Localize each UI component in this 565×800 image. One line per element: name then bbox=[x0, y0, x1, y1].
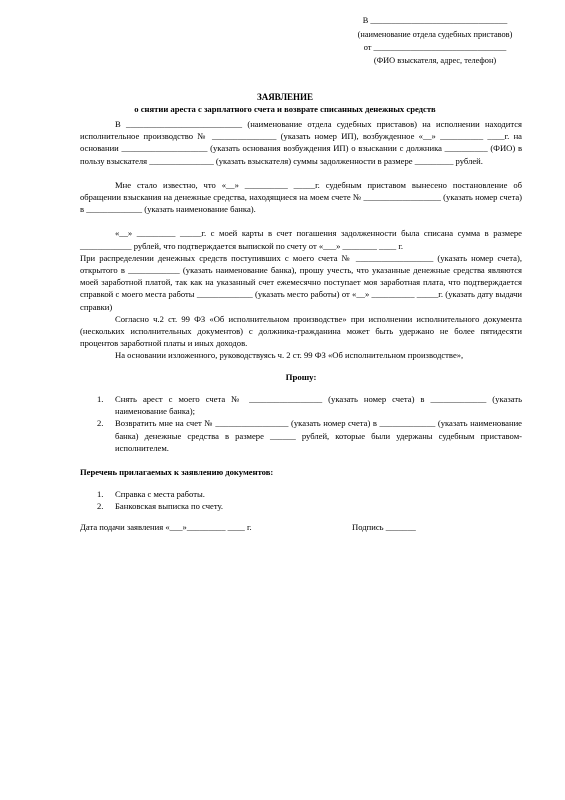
sender-caption: (ФИО взыскателя, адрес, телефон) bbox=[373, 56, 497, 65]
sender-line: от ________________________________ bbox=[363, 43, 507, 52]
paragraph-law-reference: Согласно ч.2 ст. 99 ФЗ «Об исполнительном производстве» при исполнении исполнительного документа (нескольких исполнительных документов) с должника-гражданина может быть удержано не более пятидесяти процентов заработной платы и иных доходов. bbox=[80, 313, 522, 349]
paragraph-salary-account: При распределении денежных средств поступивших с моего счета № __________________ (указать номер счета), открытого в ____________ (указать наименование банка), прошу учесть, что указанные денежные средства являются моей заработной платой, так как на указанный счет ежемесячно поступает моя заработная плата, что подтверждается справкой с моего места работы _____________ (указать место работы) от «__» __________ _____г. (указать дату выдачи справки) bbox=[80, 252, 522, 312]
attachment-item-text: Справка с места работы. bbox=[115, 489, 205, 499]
attachment-item bbox=[80, 488, 522, 500]
request-item-number: 1. bbox=[97, 394, 104, 404]
footer bbox=[80, 521, 522, 533]
paragraph-basis: На основании изложенного, руководствуясь ч. 2 ст. 99 ФЗ «Об исполнительном производстве», bbox=[115, 350, 464, 361]
paragraph-write-off: «__» _________ _____г. с моей карты в счет погашения задолженности была списана сумма в размере ____________ рублей, что подтверждается выпиской по счету от «___» ________ ____ г. bbox=[80, 228, 522, 251]
request-list bbox=[80, 393, 522, 454]
request-item bbox=[80, 393, 522, 417]
request-item-text: Снять арест с моего счета № _________________ (указать номер счета) в _____________ (указать наименование банка); bbox=[115, 394, 522, 417]
statement-body bbox=[80, 118, 522, 362]
document-title-block bbox=[80, 91, 490, 115]
attachment-item-text: Банковская выписка по счету. bbox=[115, 501, 224, 512]
request-heading: Прошу: bbox=[285, 372, 317, 382]
paragraph-proceedings: В ___________________________ (наименование отдела судебных приставов) на исполнении находится исполнительное производство № _______________ (указать номер ИП), возбужденное «__» __________ ____г. на основании ____________________ (указать основания возбуждения ИП) о взыскании с должника __________ (ФИО) в пользу взыскателя _______________ (указать взыскателя) суммы задолженности в размере _________ рублей. bbox=[80, 119, 522, 166]
request-item-number: 2. bbox=[97, 418, 104, 429]
submission-date: Дата подачи заявления «___»_________ ____ г. bbox=[80, 522, 252, 532]
request-item-text: Возвратить мне на счет № _________________ (указать номер счета) в _____________ (указать наименование банка) денежные средства в размере ______ рублей, которые были удержаны судебным приставом-исполнителем. bbox=[115, 418, 522, 453]
attachment-item-number: 2. bbox=[97, 501, 104, 512]
document-title: ЗАЯВЛЕНИЕ bbox=[256, 92, 314, 102]
recipient-caption: (наименование отдела судебных приставов) bbox=[357, 30, 513, 39]
recipient-line: В _________________________________ bbox=[362, 16, 508, 25]
attachment-item-number: 1. bbox=[97, 489, 104, 499]
attachments-list bbox=[80, 488, 522, 512]
document-subtitle: о снятии ареста с зарплатного счета и возврате списанных денежных средств bbox=[134, 104, 436, 115]
attachment-item bbox=[80, 500, 522, 512]
signature-line: Подпись _______ bbox=[352, 522, 416, 532]
request-item bbox=[80, 417, 522, 454]
attachments-heading: Перечень прилагаемых к заявлению документов: bbox=[80, 467, 274, 477]
paragraph-arrest-notice: Мне стало известно, что «__» __________ _____г. судебным приставом вынесено постановление об обращении взыскания на денежные средства, находящиеся на моем счете № __________________ (указать номер счета) в _____________ (указать наименование банка). bbox=[80, 179, 522, 215]
